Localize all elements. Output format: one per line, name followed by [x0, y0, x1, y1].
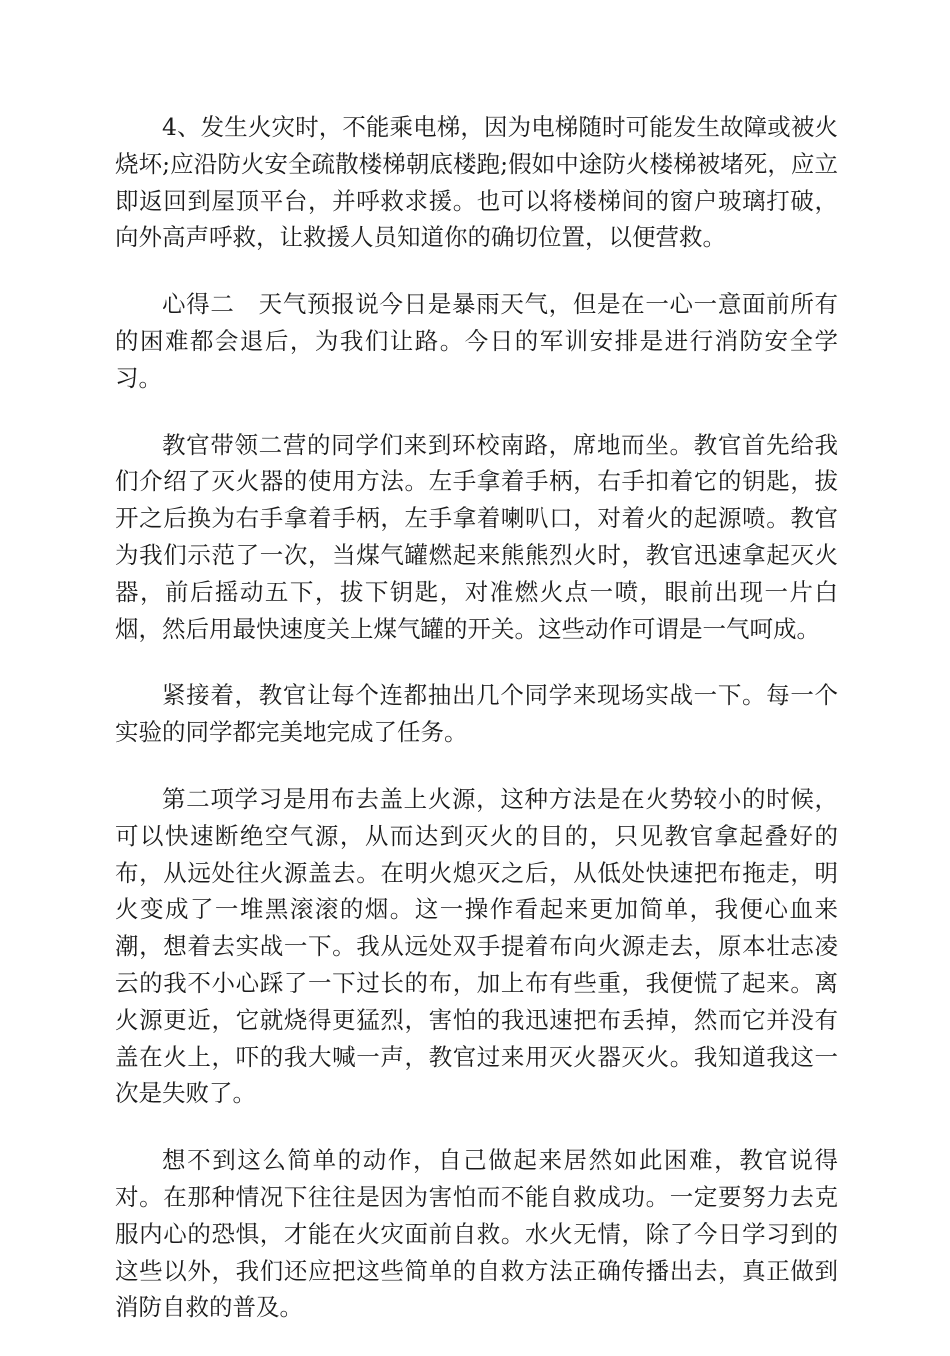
document-body: [115, 109, 838, 1356]
paragraph-extinguisher-demo: 教官带领二营的同学们来到环校南路，席地而坐。教官首先给我们介绍了灭火器的使用方法。左手拿着手柄，右手扣着它的钥匙，拔开之后换为右手拿着手柄，左手拿着喇叭口，对着火的起源喷。教官为我们示范了一次，当煤气罐燃起来熊熊烈火时，教官迅速拿起灭火器，前后摇动五下，拔下钥匙，对准燃火点一喷，眼前出现一片白烟，然后用最快速度关上煤气罐的开关。这些动作可谓是一气呵成。: [115, 430, 838, 643]
paragraph-student-practice: 紧接着，教官让每个连都抽出几个同学来现场实战一下。每一个实验的同学都完美地完成了任务。: [115, 681, 838, 747]
paragraph-fire-escape-tip: 4、发生火灾时，不能乘电梯，因为电梯随时可能发生故障或被火烧坏;应沿防火安全疏散楼梯朝底楼跑;假如中途防火楼梯被堵死，应立即返回到屋顶平台，并呼救求援。也可以将楼梯间的窗户玻璃打破，向外高声呼救，让救援人员知道你的确切位置，以便营救。: [115, 113, 838, 252]
paragraph-reflection-two-intro: 心得二 天气预报说今日是暴雨天气，但是在一心一意面前所有的困难都会退后，为我们让路。今日的军训安排是进行消防安全学习。: [115, 290, 838, 392]
paragraph-cloth-method: 第二项学习是用布去盖上火源，这种方法是在火势较小的时候，可以快速断绝空气源，从而达到灭火的目的，只见教官拿起叠好的布，从远处往火源盖去。在明火熄灭之后，从低处快速把布拖走，明火变成了一堆黑滚滚的烟。这一操作看起来更加简单，我便心血来潮，想着去实战一下。我从远处双手提着布向火源走去，原本壮志凌云的我不小心踩了一下过长的布，加上布有些重，我便慌了起来。离火源更近，它就烧得更猛烈，害怕的我迅速把布丢掉，然而它并没有盖在火上，吓的我大喊一声，教官过来用灭火器灭火。我知道我这一次是失败了。: [115, 784, 838, 1108]
paragraph-conclusion: 想不到这么简单的动作，自己做起来居然如此困难，教官说得对。在那种情况下往往是因为害怕而不能自救成功。一定要努力去克服内心的恐惧，才能在火灾面前自救。水火无情，除了今日学习到的这些以外，我们还应把这些简单的自救方法正确传播出去，真正做到消防自救的普及。: [115, 1146, 838, 1322]
